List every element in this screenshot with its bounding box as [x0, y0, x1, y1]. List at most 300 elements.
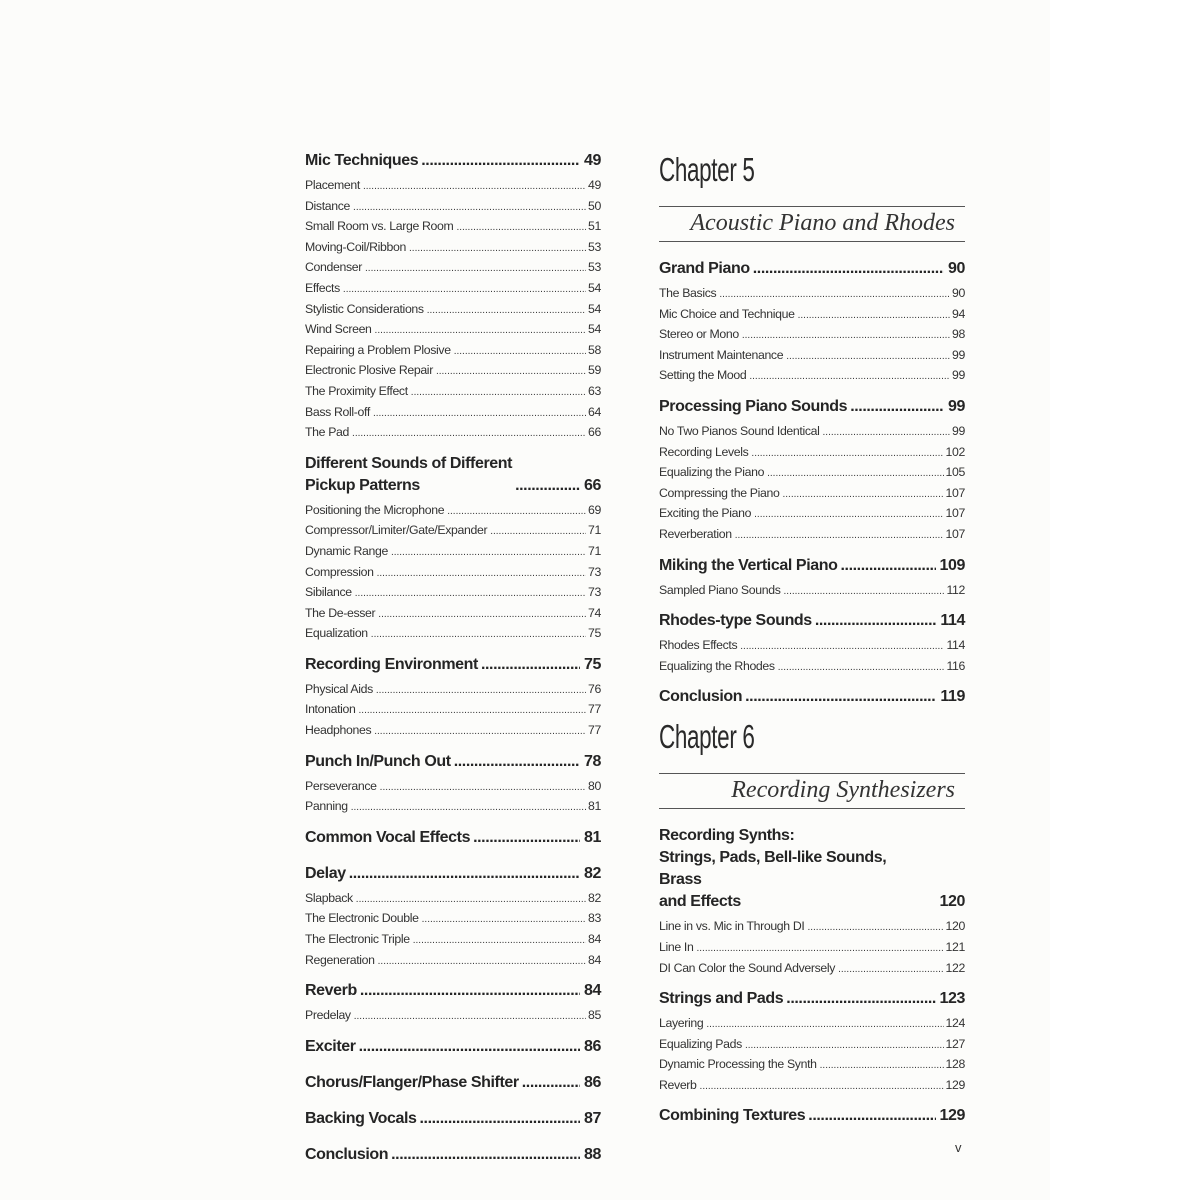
dot-leader [427, 302, 586, 321]
dot-leader [363, 178, 586, 197]
entry-title: No Two Pianos Sound Identical [659, 423, 820, 438]
section-heading[interactable] [305, 1072, 601, 1094]
entry-title: Stylistic Considerations [305, 301, 424, 316]
entry-title: Intonation [305, 702, 356, 717]
entry-page-number: 116 [946, 658, 965, 673]
toc-entry[interactable] [305, 624, 601, 645]
dot-leader [481, 654, 580, 676]
entry-title: Rhodes Effects [659, 638, 738, 653]
section-title: Grand Piano [659, 260, 750, 277]
section-heading[interactable] [305, 863, 601, 885]
dot-leader [380, 779, 586, 798]
dot-leader [767, 465, 943, 484]
section-page-number: 119 [940, 688, 965, 706]
dot-leader [522, 1072, 580, 1094]
dot-leader [351, 799, 586, 818]
entry-page-number: 129 [945, 1077, 965, 1092]
entry-title: Compression [305, 564, 374, 579]
dot-leader [377, 565, 586, 584]
subsection-list [305, 777, 601, 818]
toc-entry[interactable] [305, 403, 601, 424]
dot-leader [447, 503, 586, 522]
entry-page-number: 53 [588, 239, 601, 254]
entry-title: Instrument Maintenance [659, 347, 784, 362]
entry-title: Exciting the Piano [659, 506, 752, 521]
entry-page-number: 49 [588, 178, 601, 192]
toc-section [305, 654, 601, 742]
section-page-number: 86 [584, 1037, 601, 1055]
section-page-number: 99 [948, 397, 965, 415]
entry-title: Moving-Coil/Ribbon [305, 239, 407, 254]
toc-entry[interactable] [305, 258, 601, 279]
subsection-list [659, 284, 965, 387]
subsection-list [659, 422, 965, 546]
section-heading[interactable] [305, 1036, 601, 1058]
entry-title: Dynamic Range [305, 543, 388, 558]
dot-leader [745, 686, 936, 708]
dot-leader [360, 980, 580, 1002]
entry-title: Electronic Plosive Repair [305, 363, 433, 378]
dot-leader [374, 723, 586, 742]
entry-page-number: 54 [588, 280, 601, 295]
entry-page-number: 58 [588, 342, 601, 357]
entry-title: Positioning the Microphone [305, 502, 445, 517]
section-page-number: 49 [584, 152, 601, 169]
subsection-list [305, 501, 601, 645]
entry-title: Dynamic Processing the Synth [659, 1057, 817, 1072]
subsection-list [659, 1014, 965, 1096]
subsection-list [659, 581, 965, 602]
toc-entry[interactable] [305, 197, 601, 218]
toc-entry[interactable] [659, 1035, 965, 1056]
section-title: Mic Techniques [305, 152, 419, 169]
entry-page-number: 84 [588, 952, 601, 967]
dot-leader [409, 240, 586, 259]
toc-entry[interactable] [305, 300, 601, 321]
entry-page-number: 51 [588, 219, 601, 234]
section-heading[interactable] [659, 258, 965, 280]
section-heading[interactable] [305, 453, 601, 497]
entry-page-number: 127 [945, 1036, 965, 1051]
section-page-number: 109 [939, 556, 965, 574]
toc-section [305, 980, 601, 1027]
dot-leader [784, 583, 945, 602]
toc-entry[interactable] [659, 443, 965, 464]
dot-leader [365, 260, 586, 279]
subsection-list [305, 176, 601, 444]
toc-left-column [305, 150, 601, 1180]
toc-section [305, 150, 601, 444]
dot-leader [353, 199, 586, 218]
toc-entry[interactable] [305, 382, 601, 403]
entry-page-number: 128 [945, 1057, 965, 1072]
dot-leader [454, 751, 580, 773]
toc-entry[interactable] [305, 889, 601, 910]
entry-title: Perseverance [305, 778, 377, 793]
section-title: Rhodes-type Sounds [659, 612, 812, 630]
toc-entry[interactable] [305, 909, 601, 930]
section-page-number: 78 [584, 752, 601, 770]
toc-entry[interactable] [659, 581, 965, 602]
entry-title: Line in vs. Mic in Through DI [659, 919, 805, 934]
entry-page-number: 74 [588, 605, 601, 620]
entry-title: Wind Screen [305, 322, 372, 337]
entry-page-number: 54 [588, 301, 601, 316]
section-title: Recording Environment [305, 655, 478, 673]
dot-leader [356, 891, 586, 910]
entry-page-number: 77 [588, 702, 601, 717]
entry-page-number: 81 [588, 799, 601, 814]
dot-leader [378, 606, 586, 625]
toc-entry[interactable] [305, 521, 601, 542]
section-title: Strings and Pads [659, 990, 784, 1008]
dot-leader [807, 919, 943, 938]
section-page-number: 82 [584, 864, 601, 882]
entry-page-number: 71 [588, 523, 601, 538]
entry-page-number: 124 [945, 1016, 965, 1031]
toc-entry[interactable] [659, 284, 965, 305]
dot-leader [391, 544, 586, 563]
dot-leader [391, 1144, 580, 1166]
toc-entry[interactable] [305, 680, 601, 701]
entry-title: Small Room vs. Large Room [305, 219, 454, 234]
section-heading[interactable] [305, 1108, 601, 1130]
entry-title: Line In [659, 939, 694, 954]
entry-title: Stereo or Mono [659, 327, 739, 342]
dot-leader [354, 1008, 586, 1027]
toc-right-column [659, 150, 965, 1136]
entry-page-number: 59 [588, 363, 601, 378]
dot-leader [343, 281, 586, 300]
dot-leader [473, 827, 580, 849]
section-heading[interactable] [305, 1144, 601, 1166]
section-title: Common Vocal Effects [305, 828, 471, 846]
toc-section [659, 686, 965, 708]
section-page-number: 120 [939, 893, 965, 911]
dot-leader [375, 322, 586, 341]
dot-leader [735, 527, 944, 546]
section-page-number: 114 [940, 612, 965, 630]
entry-title: Distance [305, 198, 351, 213]
chapter-5-subtitle: Acoustic Piano and Rhodes [659, 206, 965, 242]
section-heading[interactable] [659, 1105, 965, 1127]
toc-section [305, 1072, 601, 1094]
entry-title: Repairing a Problem Plosive [305, 342, 451, 357]
entry-title: Compressor/Limiter/Gate/Expander [305, 523, 488, 538]
section-title: Conclusion [659, 688, 743, 706]
toc-entry[interactable] [659, 1076, 965, 1097]
toc-section [305, 751, 601, 818]
entry-title: Setting the Mood [659, 368, 747, 383]
dot-leader [349, 863, 580, 885]
entry-page-number: 107 [945, 485, 965, 500]
dot-leader [456, 219, 586, 238]
entry-page-number: 94 [952, 306, 965, 321]
toc-entry[interactable] [659, 346, 965, 367]
toc-entry[interactable] [305, 501, 601, 522]
section-page-number: 66 [584, 476, 601, 494]
toc-entry[interactable] [305, 320, 601, 341]
section-page-number: 81 [584, 828, 601, 846]
section-heading[interactable] [305, 980, 601, 1002]
toc-entry[interactable] [659, 463, 965, 484]
dot-leader [786, 988, 935, 1010]
chapter-5-title: Chapter 5 [659, 151, 755, 188]
entry-title: Slapback [305, 890, 353, 905]
dot-leader [490, 523, 586, 542]
dot-leader [700, 1078, 944, 1097]
dot-leader [696, 940, 943, 959]
dot-leader [751, 445, 943, 464]
entry-title: Bass Roll-off [305, 404, 370, 419]
entry-title: The De-esser [305, 605, 376, 620]
toc-entry[interactable] [659, 325, 965, 346]
section-heading[interactable] [659, 825, 965, 913]
section-page-number: 86 [584, 1073, 601, 1091]
section-title: Conclusion [305, 1145, 389, 1163]
section-title: Exciter [305, 1037, 356, 1055]
toc-entry[interactable] [305, 361, 601, 382]
toc-entry[interactable] [305, 721, 601, 742]
toc-section [659, 610, 965, 677]
toc-entry[interactable] [305, 563, 601, 584]
dot-leader [378, 953, 586, 972]
section-title: Different Sounds of Different Pickup Patterns [305, 454, 513, 494]
dot-leader [742, 327, 950, 346]
entry-title: Sibilance [305, 585, 352, 600]
section-heading[interactable] [659, 610, 965, 632]
entry-title: Physical Aids [305, 681, 373, 696]
entry-title: Mic Choice and Technique [659, 306, 795, 321]
toc-entry[interactable] [305, 542, 601, 563]
dot-leader [778, 659, 945, 678]
entry-title: Placement [305, 178, 360, 192]
dot-leader [376, 682, 586, 701]
chapter-6-title: Chapter 6 [659, 718, 755, 756]
dot-leader [740, 638, 944, 657]
toc-entry[interactable] [305, 238, 601, 259]
page-number: v [955, 1140, 962, 1155]
dot-leader [454, 343, 586, 362]
section-title: Miking the Vertical Piano [659, 556, 838, 574]
entry-page-number: 54 [588, 322, 601, 337]
toc-section [305, 1108, 601, 1130]
entry-page-number: 53 [588, 260, 601, 275]
entry-title: The Electronic Triple [305, 932, 410, 947]
toc-entry[interactable] [305, 777, 601, 798]
entry-page-number: 83 [588, 911, 601, 926]
toc-entry[interactable] [305, 930, 601, 951]
dot-leader [749, 368, 950, 387]
entry-title: Compressing the Piano [659, 485, 780, 500]
chapter-6-subtitle: Recording Synthesizers [659, 773, 965, 809]
toc-section [659, 988, 965, 1096]
section-heading[interactable] [659, 555, 965, 577]
section-title: Backing Vocals [305, 1109, 417, 1127]
entry-page-number: 122 [945, 960, 965, 975]
entry-page-number: 84 [588, 932, 601, 947]
section-title: Reverb [305, 982, 357, 1000]
toc-entry[interactable] [659, 366, 965, 387]
subsection-list [659, 917, 965, 979]
toc-entry[interactable] [659, 484, 965, 505]
toc-entry[interactable] [659, 1014, 965, 1035]
dot-leader [823, 424, 950, 443]
dot-leader [815, 610, 937, 632]
section-title: Combining Textures [659, 1107, 806, 1125]
toc-entry[interactable] [305, 700, 601, 721]
dot-leader [352, 425, 586, 444]
chapter-6-sections [659, 825, 965, 1127]
section-title: Processing Piano Sounds [659, 397, 848, 415]
subsection-list [659, 636, 965, 677]
entry-page-number: 82 [588, 890, 601, 905]
entry-title: Headphones [305, 723, 372, 738]
section-heading[interactable] [659, 686, 965, 708]
entry-page-number: 73 [588, 564, 601, 579]
dot-leader [420, 1108, 581, 1130]
entry-page-number: 85 [588, 1008, 601, 1023]
toc-entry[interactable] [659, 1055, 965, 1076]
subsection-list [305, 1006, 601, 1027]
section-page-number: 84 [584, 982, 601, 1000]
section-heading[interactable] [305, 751, 601, 773]
section-page-number: 87 [584, 1109, 601, 1127]
dot-leader [719, 286, 950, 305]
toc-section [305, 453, 601, 645]
entry-page-number: 99 [952, 423, 965, 438]
toc-entry[interactable] [659, 504, 965, 525]
entry-page-number: 120 [945, 919, 965, 934]
toc-section [659, 258, 965, 387]
entry-page-number: 75 [588, 626, 601, 641]
entry-title: Reverb [659, 1077, 697, 1092]
toc-section [305, 827, 601, 849]
dot-leader [786, 348, 950, 367]
toc-entry[interactable] [305, 604, 601, 625]
section-page-number: 75 [584, 655, 601, 673]
toc-entry[interactable] [305, 583, 601, 604]
dot-leader [515, 475, 580, 497]
toc-entry[interactable] [659, 657, 965, 678]
entry-page-number: 50 [588, 198, 601, 213]
dot-leader [359, 1036, 580, 1058]
toc-entry[interactable] [659, 636, 965, 657]
dot-leader [798, 307, 950, 326]
entry-page-number: 77 [588, 723, 601, 738]
entry-page-number: 99 [952, 347, 965, 362]
toc-entry[interactable] [305, 797, 601, 818]
toc-entry[interactable] [305, 341, 601, 362]
dot-leader [753, 258, 944, 280]
entry-page-number: 71 [588, 543, 601, 558]
entry-title: Recording Levels [659, 444, 749, 459]
section-page-number: 129 [939, 1107, 965, 1125]
dot-leader [373, 405, 586, 424]
entry-title: Sampled Piano Sounds [659, 582, 781, 597]
toc-entry[interactable] [659, 959, 965, 980]
entry-page-number: 76 [588, 681, 601, 696]
dot-leader [754, 506, 943, 525]
entry-title: Condenser [305, 260, 363, 275]
toc-section [305, 1144, 601, 1166]
section-page-number: 123 [939, 990, 965, 1008]
toc-section [659, 825, 965, 979]
entry-page-number: 73 [588, 585, 601, 600]
dot-leader [706, 1016, 943, 1035]
entry-title: Equalization [305, 626, 368, 641]
section-title: Chorus/Flanger/Phase Shifter [305, 1073, 519, 1091]
section-title: Punch In/Punch Out [305, 752, 451, 770]
section-heading[interactable] [305, 654, 601, 676]
toc-section [659, 1105, 965, 1127]
toc-entry[interactable] [305, 176, 601, 197]
dot-leader [422, 911, 586, 930]
section-heading[interactable] [305, 827, 601, 849]
entry-title: The Electronic Double [305, 911, 419, 926]
entry-page-number: 63 [588, 383, 601, 398]
entry-page-number: 105 [945, 465, 965, 480]
entry-page-number: 107 [945, 506, 965, 521]
entry-page-number: 80 [588, 778, 601, 793]
entry-title: Effects [305, 280, 340, 295]
toc-entry[interactable] [305, 951, 601, 972]
dot-leader [413, 932, 586, 951]
entry-page-number: 107 [945, 526, 965, 541]
dot-leader [371, 626, 586, 645]
entry-title: Equalizing the Rhodes [659, 658, 775, 673]
toc-entry[interactable] [659, 917, 965, 938]
toc-section [659, 555, 965, 602]
toc-section [305, 1036, 601, 1058]
entry-title: Layering [659, 1016, 704, 1031]
dot-leader [841, 555, 936, 577]
toc-entry[interactable] [659, 938, 965, 959]
toc-entry[interactable] [305, 217, 601, 238]
dot-leader [411, 384, 586, 403]
section-title: Delay [305, 864, 346, 882]
toc-entry[interactable] [659, 525, 965, 546]
entry-page-number: 114 [946, 638, 965, 653]
section-page-number: 90 [948, 260, 965, 277]
toc-entry[interactable] [305, 279, 601, 300]
toc-entry[interactable] [305, 1006, 601, 1027]
dot-leader [808, 1105, 935, 1127]
dot-leader [838, 961, 943, 980]
entry-title: The Pad [305, 425, 350, 440]
entry-page-number: 66 [588, 425, 601, 440]
section-heading[interactable] [305, 150, 601, 172]
entry-title: Predelay [305, 1008, 351, 1023]
entry-page-number: 98 [952, 327, 965, 342]
entry-page-number: 69 [588, 502, 601, 517]
dot-leader [745, 1037, 944, 1056]
dot-leader [436, 363, 586, 382]
toc-entry[interactable] [659, 422, 965, 443]
entry-page-number: 99 [952, 368, 965, 383]
toc-entry[interactable] [659, 305, 965, 326]
section-heading[interactable] [659, 988, 965, 1010]
entry-page-number: 64 [588, 404, 601, 419]
dot-leader [355, 585, 586, 604]
section-heading[interactable] [659, 396, 965, 418]
dot-leader [359, 702, 587, 721]
dot-leader [782, 486, 943, 505]
entry-page-number: 90 [952, 286, 965, 300]
toc-entry[interactable] [305, 423, 601, 444]
dot-leader [850, 396, 944, 418]
entry-title: The Basics [659, 286, 717, 300]
